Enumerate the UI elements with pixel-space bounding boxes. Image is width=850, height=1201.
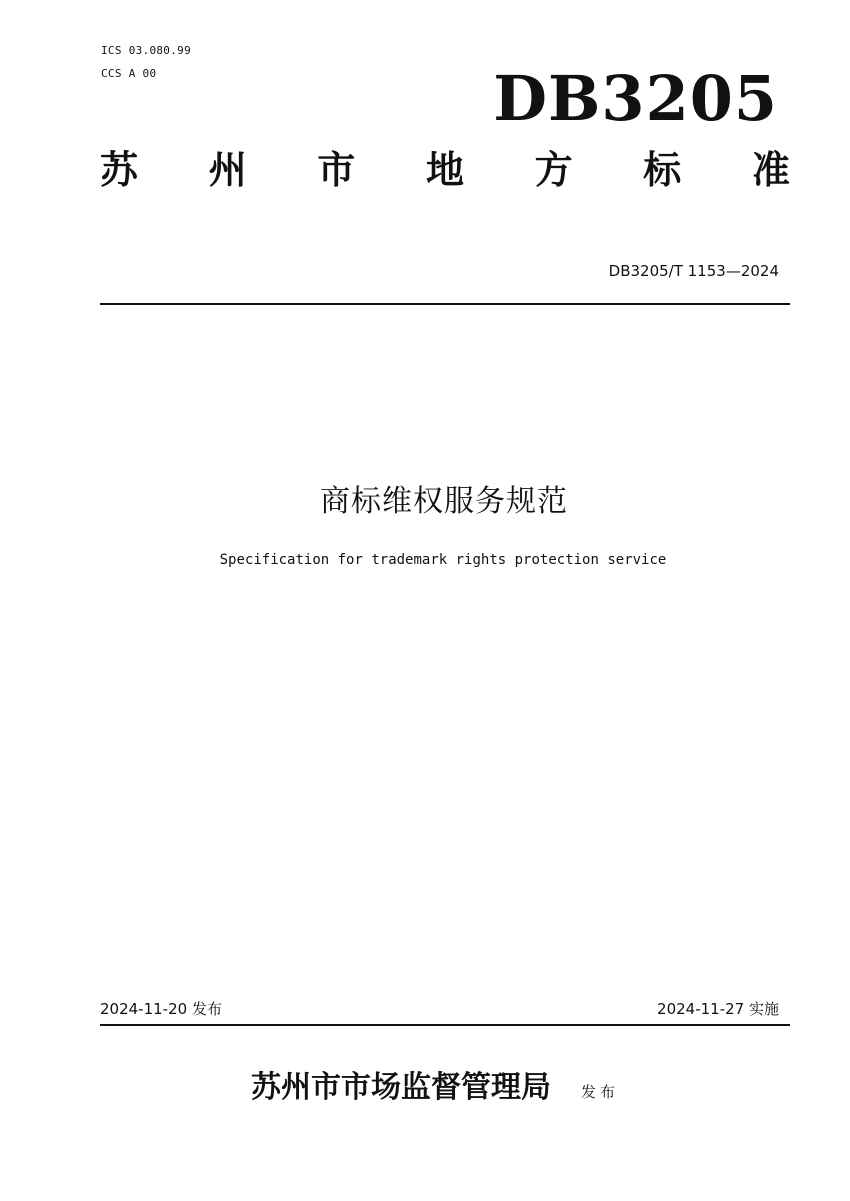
implementation-date: 2024-11-27 实施 [657,1000,779,1018]
standard-type-char: 准 [751,147,790,192]
issuer-line [0,1068,850,1108]
document-title-english: Specification for trademark rights protection service [219,552,667,568]
standard-type-char: 方 [534,147,573,192]
standard-code-logo: DB3205 [493,62,778,135]
ics-code: ICS 03.080.99 [101,44,191,57]
standard-type-heading [100,148,790,192]
issuer-name: 苏州市市场监督管理局 [250,1070,551,1105]
standard-type-char: 苏 [100,147,139,192]
publish-date: 2024-11-20 发布 [100,1000,222,1018]
bottom-divider [100,1024,790,1026]
standard-type-char: 州 [208,147,247,192]
ccs-code: CCS A 00 [101,67,157,80]
standard-type-char: 地 [425,147,464,192]
document-title-chinese: 商标维权服务规范 [320,484,568,519]
standard-number: DB3205/T 1153—2024 [608,262,779,280]
issued-label: 发布 [580,1083,619,1101]
standard-type-char: 市 [317,147,356,192]
standard-type-char: 标 [643,147,682,192]
top-divider [100,303,790,305]
